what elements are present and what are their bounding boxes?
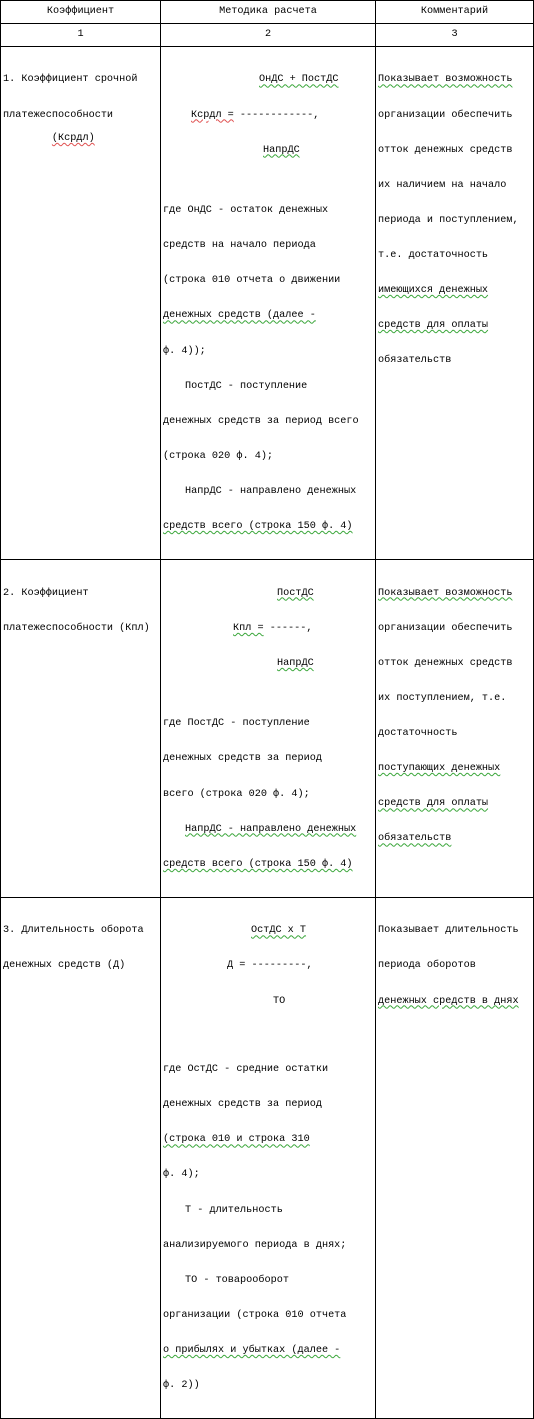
header-comment: Комментарий xyxy=(376,1,534,24)
method-description xyxy=(163,695,373,897)
coefficient-name-line: 1. Коэффициент срочной xyxy=(3,74,138,86)
description-line: НапрДС - направлено денежных xyxy=(185,823,357,835)
formula-bar: ---------, xyxy=(251,960,313,972)
comment-line: периода и поступлением, xyxy=(378,214,519,226)
comment-cell xyxy=(376,47,534,560)
comment-line: отток денежных средств xyxy=(378,657,513,669)
description-line: денежных средств за период всего xyxy=(163,415,359,427)
description-line: ПостДС - поступление xyxy=(185,380,308,392)
description-line: Т - длительность xyxy=(185,1204,283,1216)
formula-lhs: Д = xyxy=(227,960,246,972)
table-row xyxy=(1,560,534,898)
description-line: о прибылях и убытках (далее - xyxy=(163,1344,341,1356)
description-line: денежных средств за период xyxy=(163,753,322,765)
description-line: (строка 010 и строка 310 xyxy=(163,1134,310,1146)
formula-denominator: НапрДС xyxy=(277,657,314,669)
coefficient-name-line: (Ксрдл) xyxy=(51,132,95,144)
comment-line: поступающих денежных xyxy=(378,763,501,775)
coefficient-name-line: денежных средств (Д) xyxy=(3,960,126,972)
comment-line: периода оборотов xyxy=(378,960,476,972)
formula-bar: ------------, xyxy=(239,109,320,121)
description-line: где ОстДС - средние остатки xyxy=(163,1064,329,1076)
coefficient-name-line: 2. Коэффициент xyxy=(3,587,89,599)
coefficient-name-cell xyxy=(1,897,161,1418)
method-description xyxy=(163,1033,373,1419)
comment-line: их наличием на начало xyxy=(378,179,507,191)
formula xyxy=(163,560,373,693)
method-cell xyxy=(161,560,376,898)
coefficient-name-line: 3. Длительность оборота xyxy=(3,925,144,937)
comment-line: обязательств xyxy=(378,355,452,367)
method-description xyxy=(163,182,373,560)
table-row xyxy=(1,47,534,560)
description-line: ф. 4)); xyxy=(163,345,206,357)
description-line: ф. 4); xyxy=(163,1169,200,1181)
header-method: Методика расчета xyxy=(161,1,376,24)
description-line: всего (строка 020 ф. 4); xyxy=(163,788,310,800)
formula-numerator: ОнДС + ПостДС xyxy=(259,74,339,86)
comment-line: средств для оплаты xyxy=(378,798,489,810)
formula-bar: ------, xyxy=(269,622,313,634)
description-line: денежных средств (далее - xyxy=(163,310,316,322)
comment-line: Показывает возможность xyxy=(378,587,513,599)
comment-line: их поступлением, т.е. xyxy=(378,692,507,704)
comment-line: т.е. достаточность xyxy=(378,249,489,261)
description-line: (строка 020 ф. 4); xyxy=(163,450,274,462)
description-line: денежных средств за период xyxy=(163,1099,322,1111)
coefficient-name-line: платежеспособности xyxy=(3,109,114,121)
coefficient-name-cell xyxy=(1,560,161,898)
formula-numerator: ОстДС x Т xyxy=(251,925,307,937)
formula-denominator: ТО xyxy=(273,995,286,1007)
header-coefficient: Коэффициент xyxy=(1,1,161,24)
comment-cell xyxy=(376,897,534,1418)
comment-line: Показывает возможность xyxy=(378,74,513,86)
comment-line: организации обеспечить xyxy=(378,109,513,121)
coefficient-name-cell xyxy=(1,47,161,560)
comment-line: имеющихся денежных xyxy=(378,285,489,297)
coefficient-name-line: платежеспособности (Кпл) xyxy=(3,622,150,634)
formula xyxy=(163,47,373,180)
column-number-2: 2 xyxy=(161,24,376,47)
table-row xyxy=(1,897,534,1418)
description-line: где ОнДС - остаток денежных xyxy=(163,205,329,217)
comment-line: денежных средств в днях xyxy=(378,995,519,1007)
description-line: ф. 2)) xyxy=(163,1380,200,1392)
formula-denominator: НапрДС xyxy=(263,144,300,156)
comment-line: средств для оплаты xyxy=(378,320,489,332)
comment-line: отток денежных средств xyxy=(378,144,513,156)
comment-line: достаточность xyxy=(378,728,458,740)
formula-lhs: Ксрдл = xyxy=(191,109,234,121)
description-line: средств всего (строка 150 ф. 4) xyxy=(163,521,353,533)
column-number-1: 1 xyxy=(1,24,161,47)
comment-line: организации обеспечить xyxy=(378,622,513,634)
column-number-3: 3 xyxy=(376,24,534,47)
method-cell xyxy=(161,47,376,560)
description-line: анализируемого периода в днях; xyxy=(163,1239,347,1251)
description-line: средств всего (строка 150 ф. 4) xyxy=(163,858,353,870)
formula-lhs: Кпл = xyxy=(233,622,264,634)
comment-cell xyxy=(376,560,534,898)
comment-line: Показывает длительность xyxy=(378,925,519,937)
description-line: организации (строка 010 отчета xyxy=(163,1309,347,1321)
description-line: где ПостДС - поступление xyxy=(163,718,310,730)
description-line: ТО - товарооборот xyxy=(185,1274,289,1286)
method-cell xyxy=(161,897,376,1418)
description-line: (строка 010 отчета о движении xyxy=(163,275,341,287)
formula-numerator: ПостДС xyxy=(277,587,314,599)
description-line: средств на начало периода xyxy=(163,240,316,252)
formula xyxy=(163,898,373,1031)
comment-line: обязательств xyxy=(378,833,452,845)
description-line: НапрДС - направлено денежных xyxy=(185,486,357,498)
